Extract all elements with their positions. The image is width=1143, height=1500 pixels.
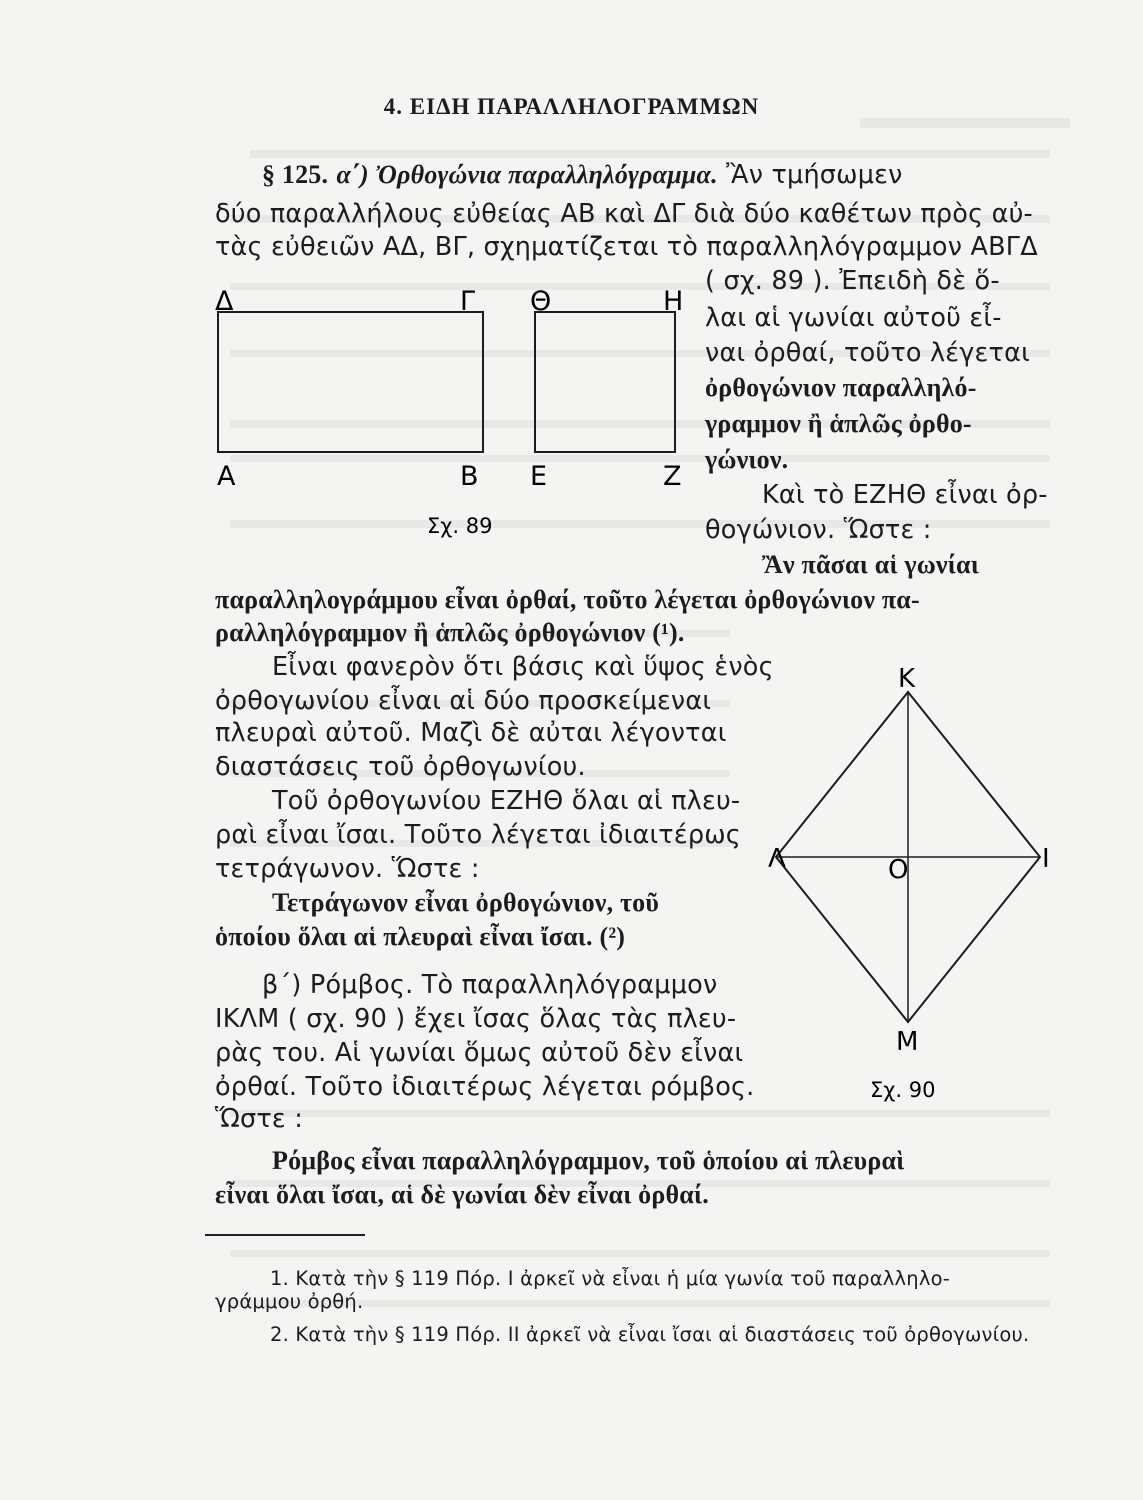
label-eta: Η xyxy=(663,286,684,317)
footnote-line: 2. Κατὰ τὴν § 119 Πόρ. II ἀρκεῖ νὰ εἶναι ἴσαι αἱ διαστάσεις τοῦ ὀρθογωνίου. xyxy=(270,1323,1030,1346)
body-line: Εἶναι φανερὸν ὅτι βάσις καὶ ὕψος ἑνὸς xyxy=(272,652,774,682)
square-rule-line: Τετράγωνον εἶναι ὀρθογώνιον, τοῦ xyxy=(272,888,660,917)
rhombus-line: ρὰς του. Αἱ γωνίαι ὅμως αὐτοῦ δὲν εἶναι xyxy=(215,1038,744,1068)
label-alpha: Α xyxy=(217,461,236,492)
rule-line: παραλληλογράμμου εἶναι ὀρθαί, τοῦτο λέγεται ὀρθογώνιον πα- xyxy=(215,585,920,614)
section-subheading: α΄) Ὀρθογώνια παραλληλόγραμμα. xyxy=(336,160,718,189)
body-line: πλευραὶ αὐτοῦ. Μαζὶ δὲ αὐται λέγονται xyxy=(215,718,727,748)
body-line: ναι ὀρθαί, τοῦτο λέγεται xyxy=(705,338,1030,368)
term-line: γραμμον ἢ ἁπλῶς ὀρθο- xyxy=(705,409,972,438)
body-line: Καὶ τὸ ΕΖΗΘ εἶναι ὀρ- xyxy=(762,480,1048,510)
body-line: ὀρθογωνίου εἶναι αἱ δύο προσκείμεναι xyxy=(215,686,712,716)
rule-line: ραλληλόγραμμον ἢ ἁπλῶς ὀρθογώνιον (¹). xyxy=(215,618,685,647)
body-line: Τοῦ ὀρθογωνίου ΕΖΗΘ ὅλαι αἱ πλευ- xyxy=(272,786,741,816)
rhombus-line: ὀρθαί. Τοῦτο ἰδιαιτέρως λέγεται ρόμβος. xyxy=(215,1072,755,1102)
term-line: γώνιον. xyxy=(705,445,789,474)
label-iota: Ι xyxy=(1042,844,1050,874)
section-number: § 125. xyxy=(262,160,329,189)
label-kappa: Κ xyxy=(898,664,916,694)
label-delta: Δ xyxy=(215,286,234,317)
rule-line: Ἂν πᾶσαι αἱ γωνίαι xyxy=(762,550,979,579)
term-line: ὀρθογώνιον παραλληλό- xyxy=(705,373,977,402)
body-line: ραὶ εἶναι ἴσαι. Τοῦτο λέγεται ἰδιαιτέρως xyxy=(215,820,741,850)
label-theta: Θ xyxy=(530,286,552,317)
figure-90 xyxy=(760,660,1060,1110)
body-line: διαστάσεις τοῦ ὀρθογωνίου. xyxy=(215,752,586,782)
rhombus-line: Ὥστε : xyxy=(215,1104,303,1134)
label-lambda: Λ xyxy=(768,844,786,874)
body-line: τὰς εὐθειῶν ΑΔ, ΒΓ, σχηματίζεται τὸ παραλληλόγραμμον ΑΒΓΔ xyxy=(215,232,1038,262)
body-line: θογώνιον. Ὥστε : xyxy=(705,515,932,545)
rhombus-rule-line: εἶναι ὅλαι ἴσαι, αἱ δὲ γωνίαι δὲν εἶναι ὀρθαί. xyxy=(215,1180,709,1209)
rhombus-line: β΄) Ρόμβος. Τὸ παραλληλόγραμμον xyxy=(262,970,718,1000)
label-zeta: Ζ xyxy=(663,461,682,492)
rhombus-rule-line: Ρόμβος εἶναι παραλληλόγραμμον, τοῦ ὁποίου αἱ πλευραὶ xyxy=(272,1146,905,1175)
label-beta: Β xyxy=(460,461,479,492)
label-gamma: Γ xyxy=(460,286,476,317)
body-line: λαι αἱ γωνίαι αὐτοῦ εἶ- xyxy=(705,303,1002,333)
body-line: δύο παραλλήλους εὐθείας ΑΒ καὶ ΔΓ διὰ δύο καθέτων πρὸς αὐ- xyxy=(215,199,1033,229)
figure-89-caption: Σχ. 89 xyxy=(427,514,493,538)
footnote-separator xyxy=(205,1234,365,1236)
figure-90-caption: Σχ. 90 xyxy=(870,1078,936,1102)
body-line: ( σχ. 89 ). Ἐπειδὴ δὲ ὅ- xyxy=(705,266,1000,296)
page-title: 4. ΕΙΔΗ ΠΑΡΑΛΛΗΛΟΓΡΑΜΜΩΝ xyxy=(383,94,760,119)
square-rule-line: ὁποίου ὅλαι αἱ πλευραὶ εἶναι ἴσαι. (²) xyxy=(215,922,626,951)
footnote-line: γράμμου ὀρθή. xyxy=(215,1290,364,1313)
label-omicron: Ο xyxy=(888,855,909,885)
label-epsilon: Ε xyxy=(530,461,548,492)
label-mu: Μ xyxy=(896,1027,919,1057)
footnote-line: 1. Κατὰ τὴν § 119 Πόρ. I ἀρκεῖ νὰ εἶναι ἡ μία γωνία τοῦ παραλληλο- xyxy=(270,1267,950,1290)
body-text: Ἂν τμήσωμεν xyxy=(726,160,903,190)
body-line: τετράγωνον. Ὥστε : xyxy=(215,854,480,884)
square-ezhth xyxy=(535,312,675,452)
section-intro-line xyxy=(262,158,903,192)
rhombus-line: ΙΚΛΜ ( σχ. 90 ) ἔχει ἴσας ὅλας τὰς πλευ- xyxy=(215,1004,737,1034)
rectangle-abgd xyxy=(218,312,483,452)
figure-89 xyxy=(205,280,705,540)
